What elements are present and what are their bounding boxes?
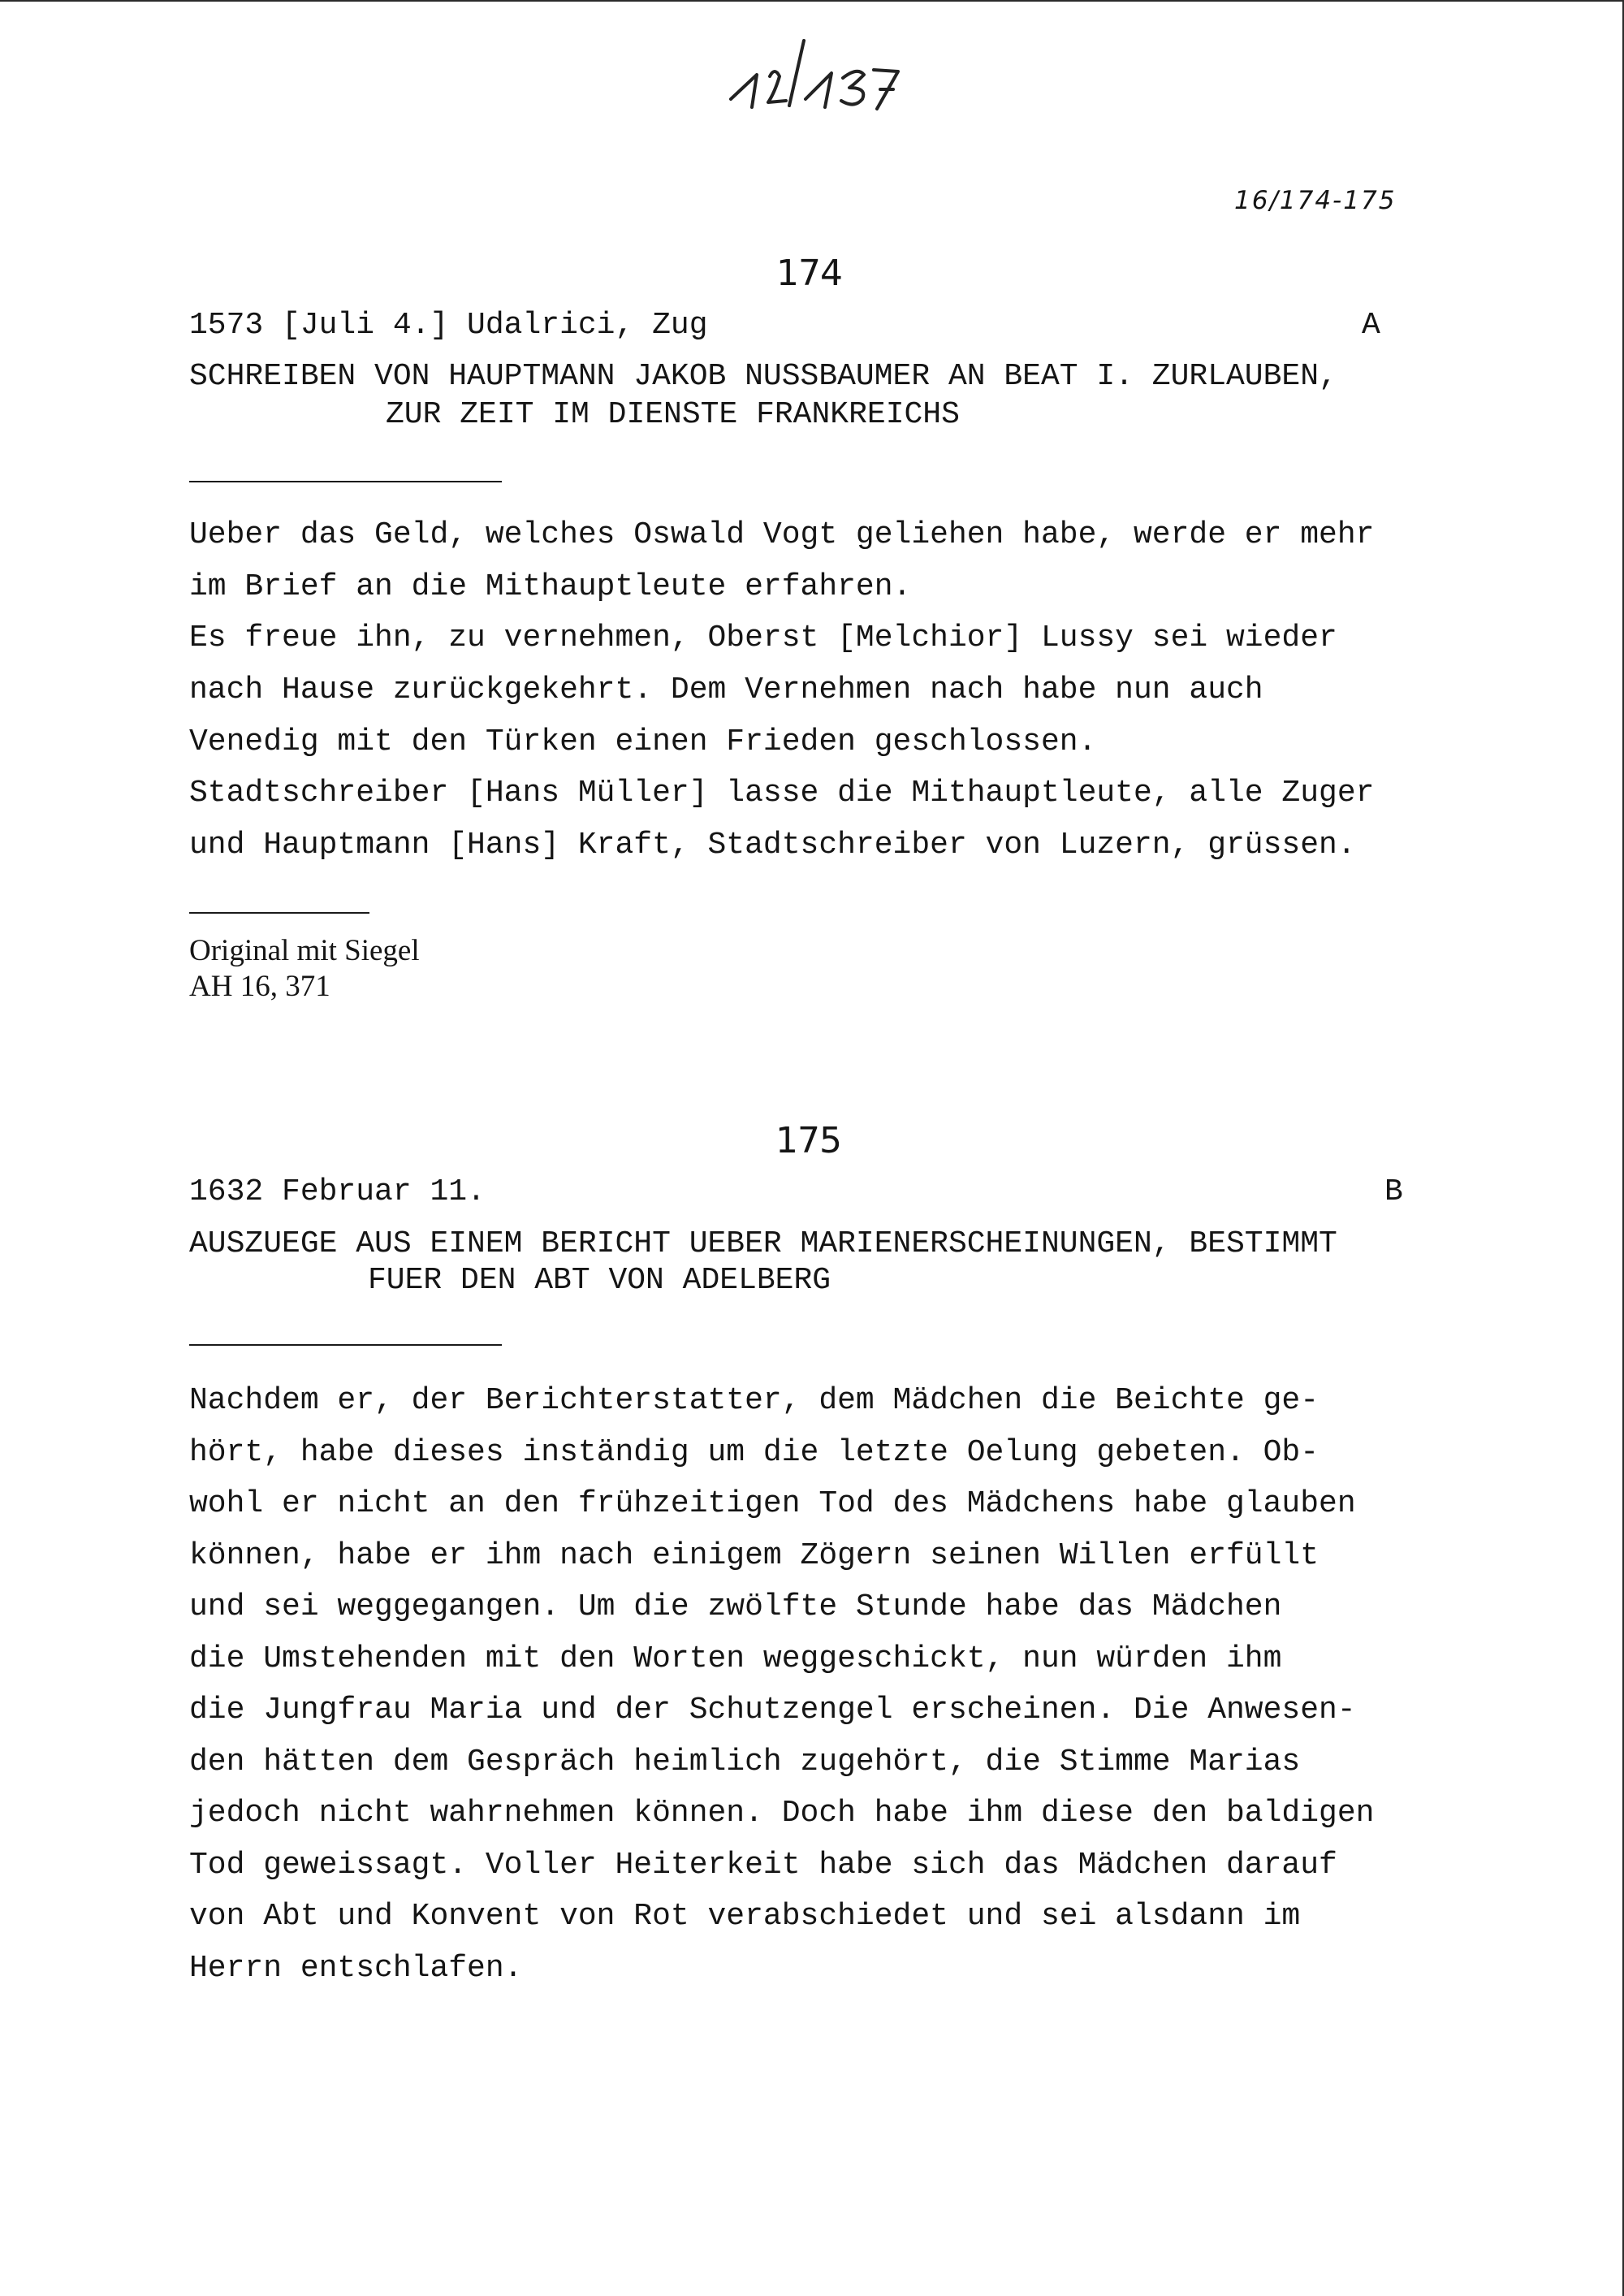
body-line: Tod geweissagt. Voller Heiterkeit habe sich das Mädchen darauf: [189, 1848, 1337, 1883]
page-reference: 16/174-175: [1234, 186, 1397, 215]
body-line: und Hauptmann [Hans] Kraft, Stadtschreiber von Luzern, grüssen.: [189, 828, 1356, 863]
entry-date-line: 1573 [Juli 4.] Udalrici, Zug: [189, 308, 708, 343]
heading-rule: [189, 1344, 502, 1346]
body-line: die Umstehenden mit den Worten weggeschickt, nun würden ihm: [189, 1641, 1282, 1676]
source-signature: AH 16, 371: [189, 970, 330, 1003]
body-line: können, habe er ihm nach einigem Zögern seinen Willen erfüllt: [189, 1538, 1320, 1573]
entry-letter: A: [1362, 308, 1380, 343]
page-top-edge: [0, 0, 1624, 2]
entry-heading-line-2: FUER DEN ABT VON ADELBERG: [368, 1263, 831, 1298]
body-line: Nachdem er, der Berichterstatter, dem Mädchen die Beichte ge-: [189, 1383, 1320, 1418]
body-line: den hätten dem Gespräch heimlich zugehört, die Stimme Marias: [189, 1745, 1301, 1779]
body-line: Stadtschreiber [Hans Müller] lasse die Mithauptleute, alle Zuger: [189, 776, 1375, 811]
handwritten-archive-number: [715, 24, 909, 114]
body-line: hört, habe dieses inständig um die letzte Oelung gebeten. Ob-: [189, 1435, 1320, 1470]
body-line: von Abt und Konvent von Rot verabschiedet und sei alsdann im: [189, 1899, 1301, 1934]
source-note: Original mit Siegel: [189, 934, 420, 967]
body-line: jedoch nicht wahrnehmen können. Doch habe ihm diese den baldigen: [189, 1796, 1375, 1831]
entry-number: 174: [776, 253, 842, 294]
body-line: die Jungfrau Maria und der Schutzengel erscheinen. Die Anwesen-: [189, 1693, 1356, 1727]
heading-rule: [189, 481, 502, 482]
entry-number: 175: [775, 1120, 841, 1161]
body-line: Venedig mit den Türken einen Frieden geschlossen.: [189, 724, 1097, 759]
entry-heading-line-2: ZUR ZEIT IM DIENSTE FRANKREICHS: [386, 397, 960, 432]
body-line: Es freue ihn, zu vernehmen, Oberst [Melchior] Lussy sei wieder: [189, 620, 1337, 655]
entry-letter: B: [1384, 1174, 1403, 1209]
body-line: Ueber das Geld, welches Oswald Vogt geliehen habe, werde er mehr: [189, 517, 1375, 552]
entry-date-line: 1632 Februar 11.: [189, 1174, 486, 1209]
body-line: wohl er nicht an den frühzeitigen Tod des Mädchens habe glauben: [189, 1486, 1356, 1521]
entry-heading-line-1: AUSZUEGE AUS EINEM BERICHT UEBER MARIENERSCHEINUNGEN, BESTIMMT: [189, 1226, 1337, 1261]
body-line: und sei weggegangen. Um die zwölfte Stunde habe das Mädchen: [189, 1589, 1282, 1624]
body-line: nach Hause zurückgekehrt. Dem Vernehmen nach habe nun auch: [189, 672, 1263, 707]
entry-heading-line-1: SCHREIBEN VON HAUPTMANN JAKOB NUSSBAUMER AN BEAT I. ZURLAUBEN,: [189, 359, 1337, 394]
source-rule: [189, 912, 369, 914]
body-line: Herrn entschlafen.: [189, 1951, 523, 1986]
body-line: im Brief an die Mithauptleute erfahren.: [189, 569, 912, 604]
